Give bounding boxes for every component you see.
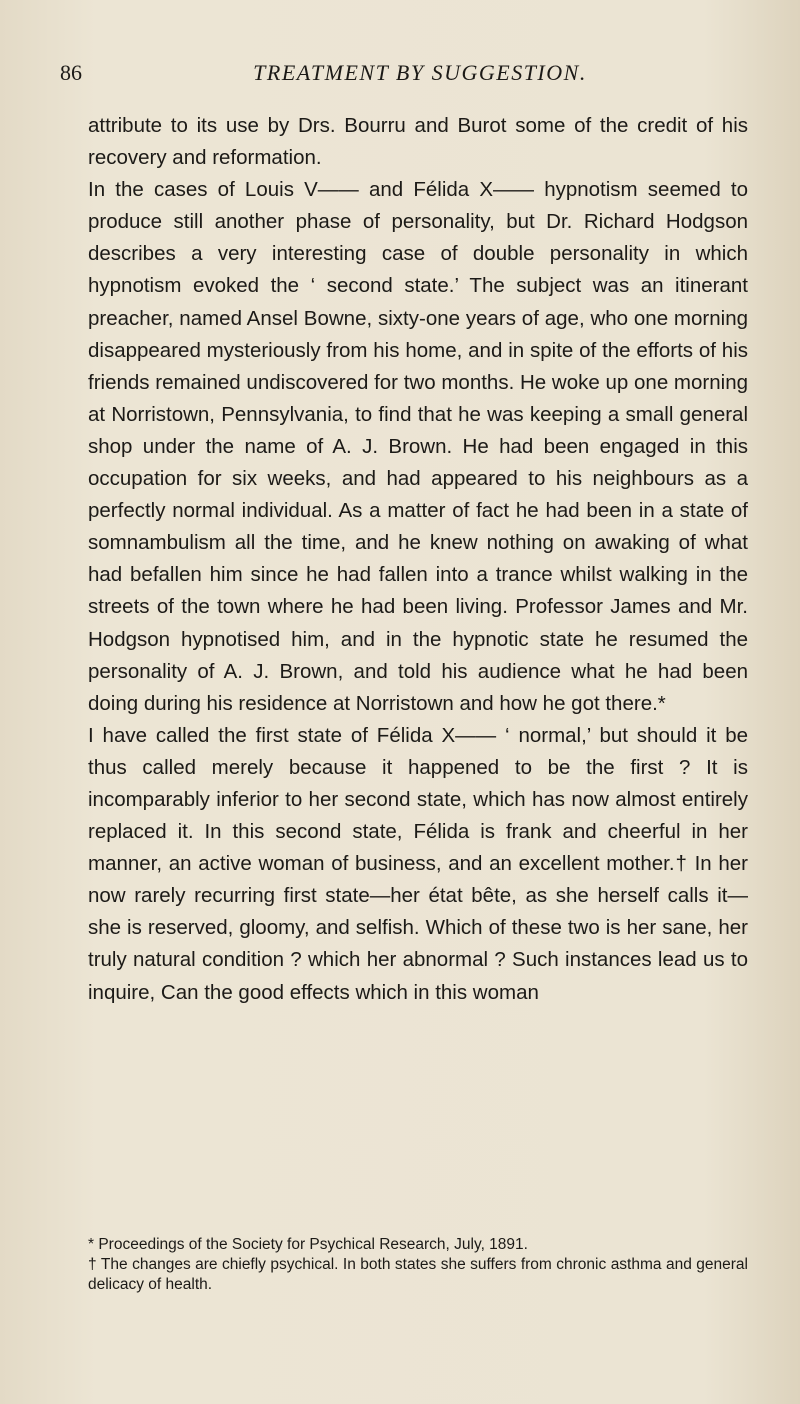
page-header <box>60 60 740 90</box>
paragraph: In the cases of Louis V—— and Félida X—— hypnotism seemed to produce still another phase of personality, but Dr. Richard Hodgson describes a very interesting case of double personality in which hypnotism evoked the ‘ second state.’ The subject was an itinerant preacher, named Ansel Bowne, sixty-one years of age, who one morning disappeared mysteriously from his home, and in spite of the efforts of his friends remained undiscovered for two months. He woke up one morning at Norristown, Pennsylvania, to find that he was keeping a small general shop under the name of A. J. Brown. He had been engaged in this occupation for six weeks, and had appeared to his neighbours as a perfectly normal individual. As a matter of fact he had been in a state of somnambulism all the time, and he knew nothing on awaking of what had befallen him since he had fallen into a trance whilst walking in the streets of the town where he had been living. Professor James and Mr. Hodgson hypnotised him, and in the hypnotic state he resumed the personality of A. J. Brown, and told his audience what he had been doing during his residence at Norristown and how he got there.* <box>88 178 748 715</box>
running-title: TREATMENT BY SUGGESTION. <box>253 60 587 85</box>
footnotes <box>88 1235 748 1295</box>
footnote: * Proceedings of the Society for Psychical Research, July, 1891. <box>88 1236 528 1253</box>
paragraph: attribute to its use by Drs. Bourru and Burot some of the credit of his recovery and reformation. <box>88 114 748 170</box>
paragraph: I have called the first state of Félida X—— ‘ normal,’ but should it be thus called merely because it happened to be the first ? It is incomparably inferior to her second state, which has now almost entirely replaced it. In this second state, Félida is frank and cheerful in her manner, an active woman of business, and an excellent mother.† In her now rarely recurring first state—her état bête, as she herself calls it—she is reserved, gloomy, and selfish. Which of these two is her sane, her truly natural condition ? which her abnormal ? Such instances lead us to inquire, Can the good effects which in this woman <box>88 723 748 1004</box>
footnote: † The changes are chiefly psychical. In both states she suffers from chronic asthma and general delicacy of health. <box>88 1256 748 1293</box>
body-text <box>88 110 748 1009</box>
page-number: 86 <box>60 60 82 85</box>
